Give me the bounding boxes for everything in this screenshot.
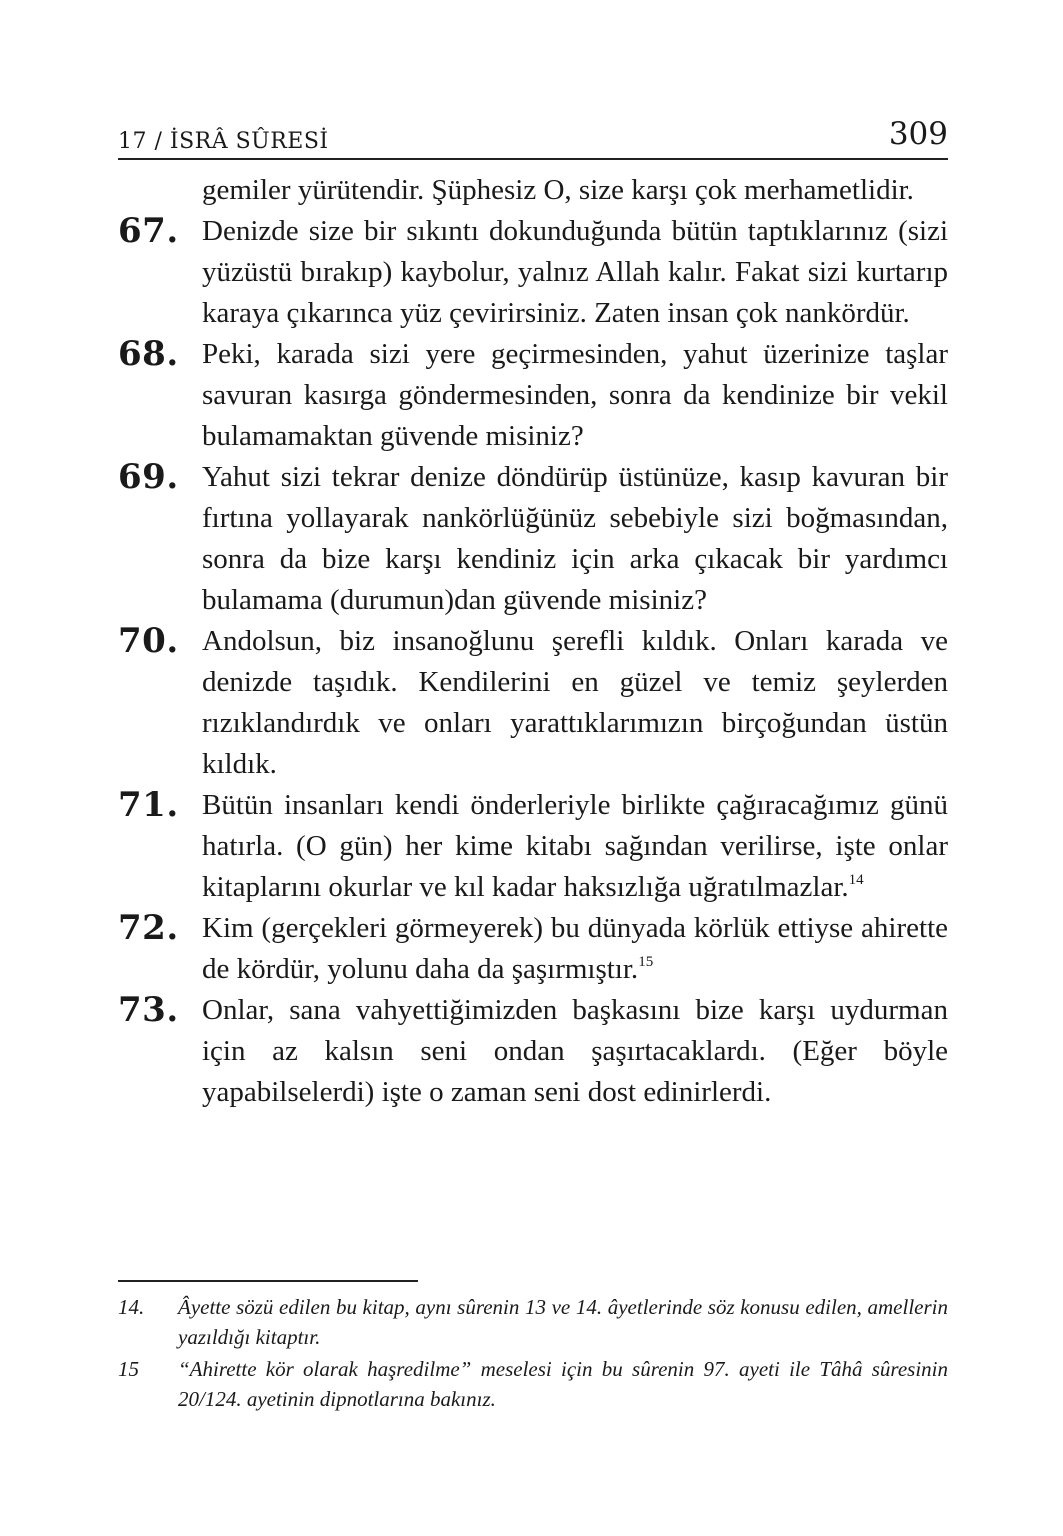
footnote-text: “Ahirette kör olarak haşredilme” meselesi için bu sûrenin 97. ayeti ile Tâhâ sûresinin 20/124. ayetinin dipnotlarına bakınız.	[178, 1357, 948, 1411]
footnote-divider	[118, 1280, 418, 1282]
verse-72	[118, 908, 948, 990]
verse-number: 72.	[118, 908, 179, 948]
verse-number: 71.	[118, 785, 179, 825]
verse-text: Kim (gerçekleri görmeyerek) bu dünyada körlük ettiyse ahirette de kördür, yolunu daha da şaşırmıştır.$^{15}$	[202, 912, 948, 985]
running-header	[118, 112, 948, 160]
verse-73	[118, 990, 948, 1113]
verse-text: Bütün insanları kendi önderleriyle birlikte çağıracağımız günü hatırla. (O gün) her kime kitabı sağından verilirse, işte onlar kitaplarını okurlar ve kıl kadar haksızlığa uğratılmazlar.$^{14}$	[202, 789, 948, 903]
footnote-14	[118, 1292, 948, 1352]
verse-text: gemiler yürütendir. Şüphesiz O, size karşı çok merhametlidir.	[202, 174, 914, 206]
verse-number: 70.	[118, 621, 179, 661]
verse-text: Peki, karada sizi yere geçirmesinden, yahut üzerinize taşlar savuran kasırga göndermesinden, sonra da kendinize bir vekil bulamamaktan güvende misiniz?	[202, 338, 948, 452]
footnote-number: 14.	[118, 1295, 145, 1319]
verse-number: 68.	[118, 334, 179, 374]
verse-text: Yahut sizi tekrar denize döndürüp üstünüze, kasıp kavuran bir fırtına yollayarak nankörlüğünüz sebebiyle sizi boğmasından, sonra da bize karşı kendiniz için arka çıkacak bir yardımcı bulamama (durumun)dan güvende misiniz?	[202, 461, 948, 616]
verse-71	[118, 785, 948, 908]
footnote-number: 15	[118, 1357, 139, 1381]
page-number: 309	[888, 116, 948, 152]
verse-text: Onlar, sana vahyettiğimizden başkasını bize karşı uydurman için az kalsın seni ondan şaşırtacaklardı. (Eğer böyle yapabilselerdi) işte o zaman seni dost edinirlerdi.	[202, 994, 948, 1108]
verse-68	[118, 334, 948, 457]
chapter-title: 17 / İSRÂ SÛRESİ	[118, 129, 329, 154]
verse-number: 73.	[118, 990, 179, 1030]
verse-text: Andolsun, biz insanoğlunu şerefli kıldık. Onları karada ve denizde taşıdık. Kendilerini en güzel ve temiz şeylerden rızıklandırdık ve onları yarattıklarımızın birçoğundan üstün kıldık.	[202, 625, 948, 780]
verse-70	[118, 621, 948, 785]
verse-continuation	[118, 170, 948, 211]
footnote-15	[118, 1354, 948, 1414]
verse-67	[118, 211, 948, 334]
footnote-list	[118, 1292, 948, 1416]
verse-list	[118, 170, 948, 1113]
verse-number: 67.	[118, 211, 179, 251]
verse-text: Denizde size bir sıkıntı dokunduğunda bütün taptıklarınız (sizi yüzüstü bırakıp) kaybolur, yalnız Allah kalır. Fakat sizi kurtarıp karaya çıkarınca yüz çevirirsiniz. Zaten insan çok nankördür.	[202, 215, 948, 329]
verse-number: 69.	[118, 457, 179, 497]
footnote-ref-15[interactable]: 15	[638, 954, 654, 970]
footnote-text: Âyette sözü edilen bu kitap, aynı sûrenin 13 ve 14. âyetlerinde söz konusu edilen, amellerin yazıldığı kitaptır.	[178, 1295, 948, 1349]
footnote-ref-14[interactable]: 14	[848, 872, 864, 888]
verse-69	[118, 457, 948, 621]
